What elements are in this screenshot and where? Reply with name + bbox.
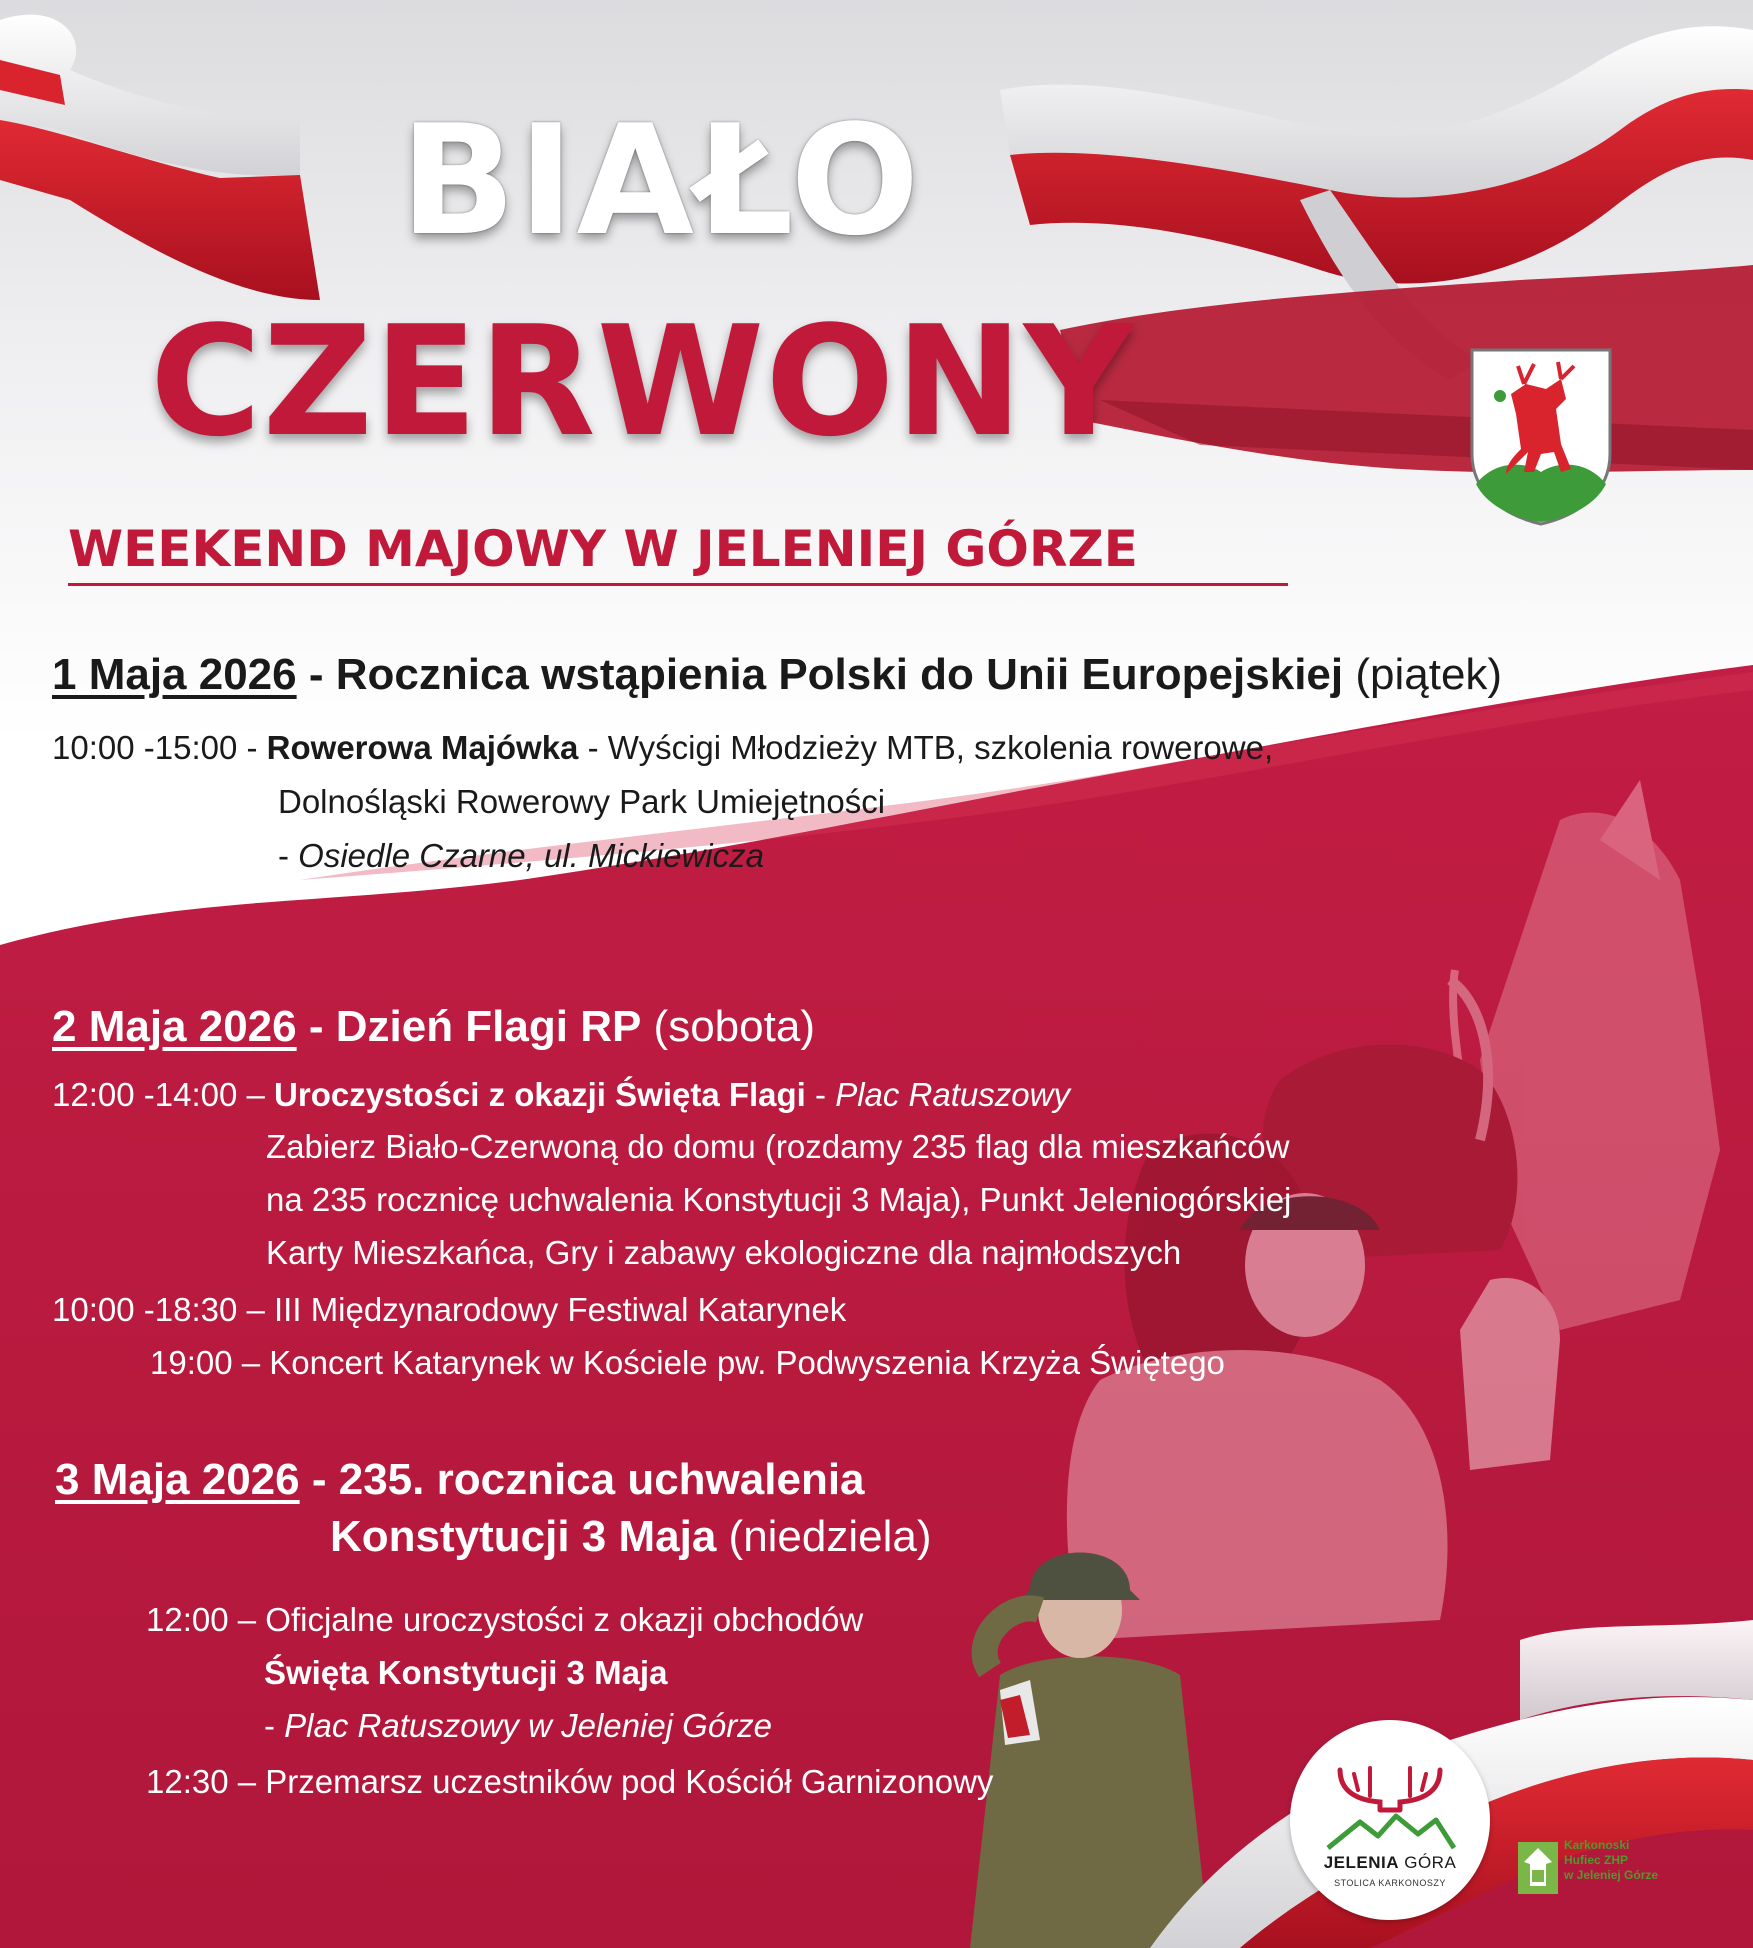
day1-heading <box>52 650 1502 701</box>
day1-event1-name: Rowerowa Majówka <box>266 729 579 766</box>
day2-event1-place: Plac Ratuszowy <box>835 1076 1070 1113</box>
day3-title-line1: 235. rocznica uchwalenia <box>338 1455 865 1504</box>
day3-event1-place: Plac Ratuszowy w Jeleniej Górze <box>284 1707 773 1744</box>
day1-event1-place-prefix: - <box>278 837 299 874</box>
zhp-line2: Hufiec ZHP <box>1564 1853 1629 1867</box>
day3-event1-name <box>264 1653 667 1693</box>
poster-subtitle: WEEKEND MAJOWY W JELENIEJ GÓRZE <box>68 522 1288 586</box>
antlers-mountains-icon <box>1320 1760 1460 1850</box>
day3-event1-place-prefix: - <box>264 1707 285 1744</box>
day2-sep: - <box>296 1002 336 1051</box>
zhp-logo <box>1518 1838 1668 1918</box>
day3-weekday: (niedziela) <box>716 1512 932 1561</box>
day3-event1-desc1: Oficjalne uroczystości z okazji obchodów <box>265 1601 864 1638</box>
day3-heading-line2 <box>330 1512 932 1563</box>
poster-title-line2: CZERWONY <box>150 293 1135 470</box>
day3-event1-line1 <box>146 1600 863 1640</box>
day1-event1-place: Osiedle Czarne, ul. Mickiewicza <box>298 837 764 874</box>
day2-heading <box>52 1002 815 1053</box>
day2-event3 <box>150 1343 1225 1383</box>
day3-title-line2: Konstytucji 3 Maja <box>330 1512 717 1561</box>
day2-date: 2 Maja 2026 <box>52 1002 297 1051</box>
day2-event1-desc2: na 235 rocznicę uchwalenia Konstytucji 3 Maja), Punkt Jeleniogórskiej <box>266 1181 1292 1218</box>
day1-event1-time: 10:00 -15:00 - <box>52 729 267 766</box>
day2-event2 <box>52 1290 846 1330</box>
day3-event1-name-text: Święta Konstytucji 3 Maja <box>264 1654 668 1691</box>
day2-event1-sep: - <box>805 1076 836 1113</box>
day2-event1-desc3: Karty Mieszkańca, Gry i zabawy ekologiczne dla najmłodszych <box>266 1234 1182 1271</box>
day2-event1-desc1: Zabierz Biało-Czerwoną do domu (rozdamy 235 flag dla mieszkańców <box>266 1128 1290 1165</box>
scout-emblem-icon <box>1518 1842 1558 1894</box>
day2-event2-time: 10:00 -18:30 – <box>52 1291 275 1328</box>
deer-coat-of-arms-icon <box>1466 344 1616 526</box>
poster-title-line1: BIAŁO <box>400 92 922 269</box>
day3-sep: - <box>299 1455 339 1504</box>
day2-event1-name: Uroczystości z okazji Święta Flagi <box>274 1076 806 1113</box>
city-name-part1: JELENIA <box>1323 1853 1399 1872</box>
day1-sep: - <box>296 650 336 699</box>
day2-event1-line1 <box>52 1075 1070 1115</box>
day2-weekday: (sobota) <box>641 1002 815 1051</box>
day3-date: 3 Maja 2026 <box>55 1455 300 1504</box>
city-logo <box>1290 1720 1490 1920</box>
day3-event2-time: 12:30 – <box>146 1763 266 1800</box>
day2-title: Dzień Flagi RP <box>335 1002 642 1051</box>
day3-heading-line1 <box>55 1455 865 1506</box>
zhp-line1: Karkonoski <box>1564 1838 1630 1852</box>
day1-event1-line1 <box>52 728 1273 768</box>
day2-event2-name: III Międzynarodowy Festiwal Katarynek <box>274 1291 847 1328</box>
city-name-part2: GÓRA <box>1399 1853 1457 1872</box>
day3-event2-name: Przemarsz uczestników pod Kościół Garnizonowy <box>265 1763 994 1800</box>
zhp-line3: w Jeleniej Górze <box>1564 1868 1659 1882</box>
day1-event1-place-line <box>278 836 764 876</box>
day1-date: 1 Maja 2026 <box>52 650 297 699</box>
day3-event2 <box>146 1762 993 1802</box>
day3-event1-time: 12:00 – <box>146 1601 266 1638</box>
city-tagline: STOLICA KARKONOSZY <box>1334 1878 1446 1888</box>
day2-event3-time: 19:00 – <box>150 1344 270 1381</box>
day3-event1-place-line <box>264 1706 772 1746</box>
day1-event1-desc2: Dolnośląski Rowerowy Park Umiejętności <box>278 783 886 820</box>
day1-event1-desc1: - Wyścigi Młodzieży MTB, szkolenia rowerowe, <box>578 729 1274 766</box>
day2-event3-name: Koncert Katarynek w Kościele pw. Podwyszenia Krzyża Świętego <box>269 1344 1225 1381</box>
day1-title: Rocznica wstąpienia Polski do Unii Europejskiej <box>335 650 1344 699</box>
day1-weekday: (piątek) <box>1343 650 1503 699</box>
city-name <box>1290 1853 1490 1873</box>
day2-event1-time: 12:00 -14:00 – <box>52 1076 275 1113</box>
